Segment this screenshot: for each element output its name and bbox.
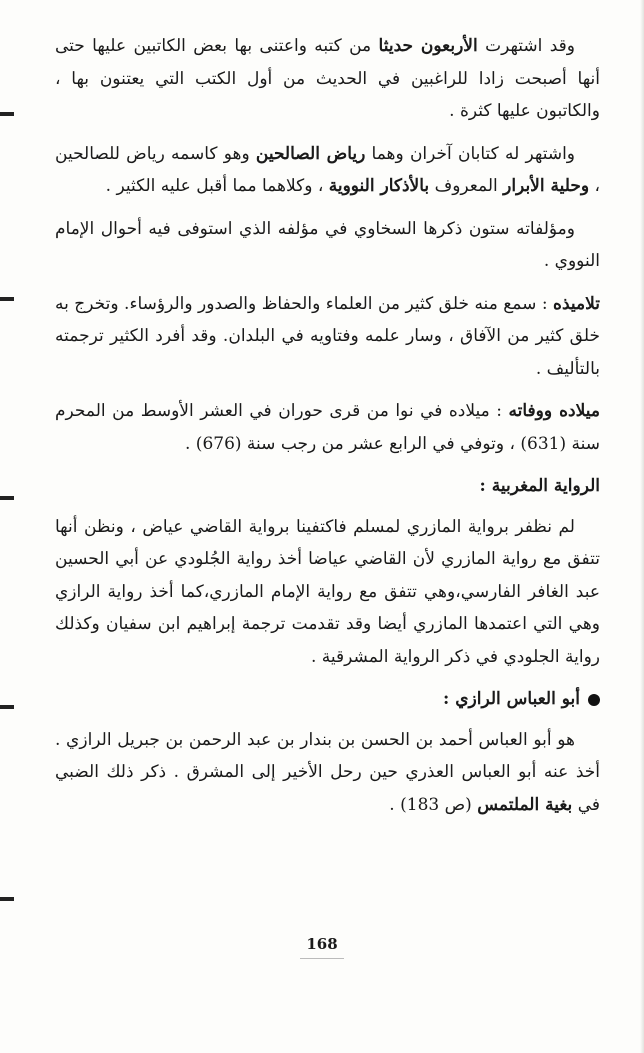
paragraph — [55, 511, 600, 674]
bold-text: ميلاده ووفاته — [508, 401, 600, 421]
text-run: وقد اشتهرت — [477, 36, 576, 56]
bold-text: رياض الصالحين — [255, 143, 366, 164]
paragraph — [55, 138, 600, 203]
scan-margin-mark — [0, 496, 14, 500]
text-run: : سمع منه خلق كثير من العلماء والحفاظ والصدور والرؤساء. وتخرج به خلق كثير من الآفاق ، وسار علمه وفتاويه في البلدان. وقد أفرد الكثير ترجمته بالتأليف . — [55, 293, 600, 379]
text-run: واشتهر له كتابان آخران وهما — [365, 143, 576, 164]
bold-text: تلاميذه — [553, 293, 600, 314]
page-number: 168 — [306, 935, 338, 953]
text-run: ومؤلفاته ستون ذكرها السخاوي في مؤلفه الذي استوفى فيه أحوال الإمام النووي . — [55, 218, 600, 271]
scan-margin-mark — [0, 112, 14, 116]
text-run: لم نظفر برواية المازري لمسلم فاكتفينا برواية القاضي عياض ، ونظن أنها تتفق مع رواية المازري لأن القاضي عياضا أخذ رواية الجُلودي عن أبي الحسين عبد الغافر الفارسي،وهي تتفق مع رواية الإمام المازري،كما أخذ رواية الرازي وهي التي اعتمدها المازري أيضا وقد تقدمت ترجمة إبراهيم ابن سفيان وكذلك رواية الجلودي في ذكر الرواية المشرقية . — [55, 516, 601, 667]
bold-text: وحلية الأبرار — [503, 176, 590, 196]
bullet-icon — [588, 694, 600, 706]
paragraph — [55, 724, 600, 822]
text-run: من كتبه واعتنى بها بعض الكاتبين عليها حتى أنها أصبحت زادا للراغبين في الحديث من أول الكتب التي يعتنون بها ، والكاتبون عليها كثرة . — [55, 36, 600, 121]
scan-margin-mark — [0, 297, 14, 301]
section-heading — [55, 470, 600, 503]
page-number-rule — [300, 958, 344, 959]
scan-margin-mark — [0, 897, 14, 901]
page-edge-shadow — [640, 0, 644, 1053]
paragraph — [55, 288, 600, 386]
bold-text: بغية الملتمس — [477, 794, 573, 815]
paragraph — [55, 213, 600, 278]
bold-text: بالأذكار النووية — [328, 176, 430, 196]
bold-text: الرواية المغربية : — [479, 476, 600, 496]
text-run: ، وكلاهما مما أقبل عليه الكثير . — [105, 176, 329, 196]
bold-text: الأربعون حديثا — [378, 36, 478, 56]
text-run: : ميلاده في نوا من قرى حوران في العشر الأوسط من المحرم سنة (631) ، وتوفي في الرابع عشر من رجب سنة (676) . — [55, 401, 600, 454]
section-heading — [55, 683, 600, 716]
text-run: وهو كاسمه رياض للصالحين ، — [55, 143, 600, 196]
text-run: : — [443, 689, 456, 709]
paragraph — [55, 395, 600, 460]
bold-text: أبو العباس الرازي — [455, 689, 580, 709]
text-run: هو أبو العباس أحمد بن الحسن بن بندار بن عبد الرحمن بن جبريل الرازي . أخذ عنه أبو العباس العذري حين رحل الأخير إلى المشرق . ذكر ذلك الضبي في — [55, 729, 600, 815]
scan-margin-mark — [0, 705, 14, 709]
page-body — [55, 30, 600, 831]
text-run: (ص 183) . — [389, 794, 478, 815]
paragraph — [55, 30, 600, 128]
text-run: المعروف — [429, 176, 504, 196]
